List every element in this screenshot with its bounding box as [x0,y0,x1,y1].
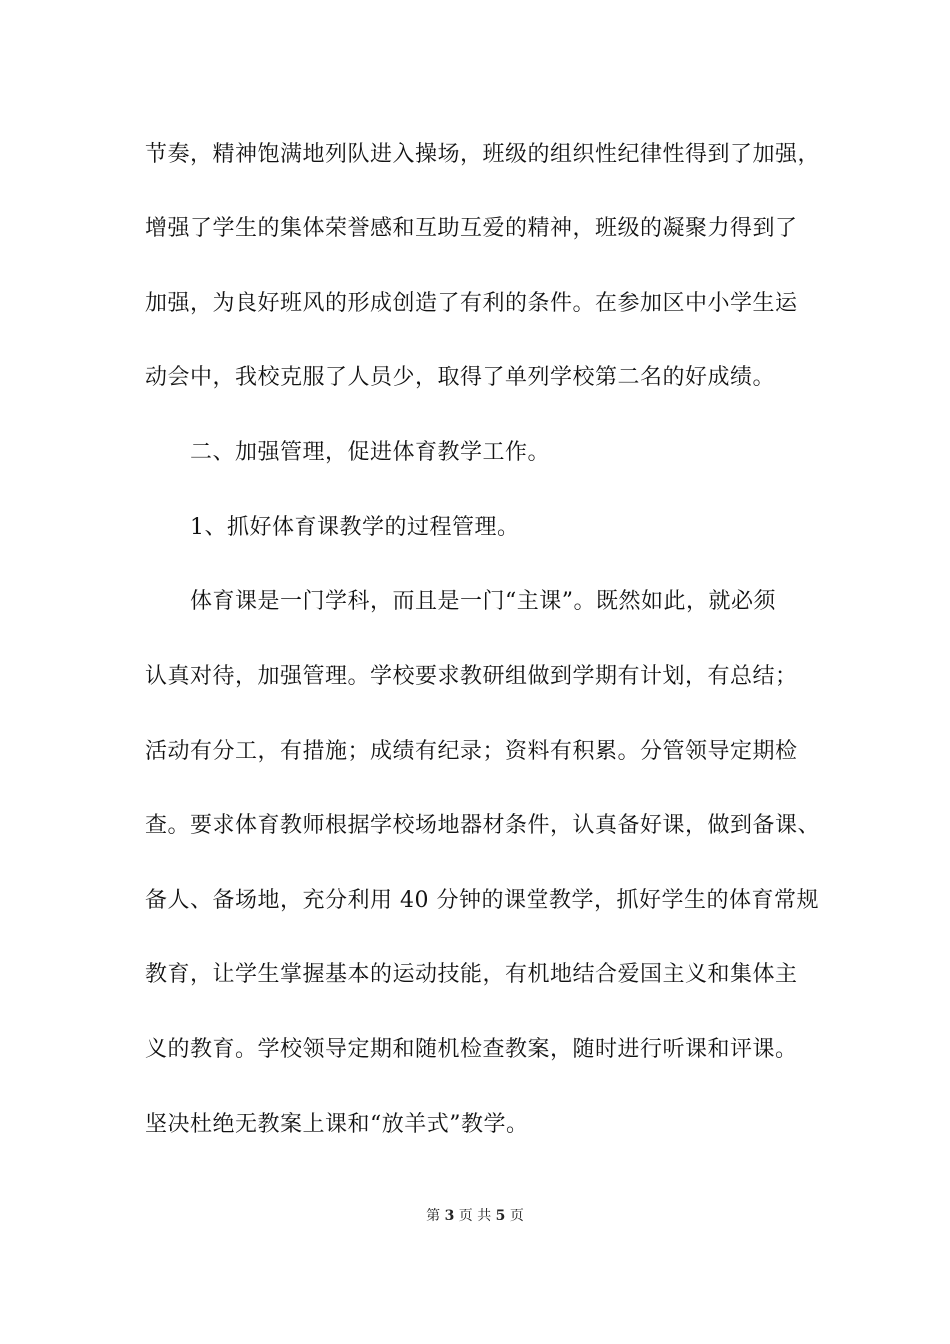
paragraph-line: 教育，让学生掌握基本的运动技能，有机地结合爱国主义和集体主 [145,962,798,987]
section-heading: 二、加强管理，促进体育教学工作。 [190,440,551,465]
paragraph-line: 动会中，我校克服了人员少，取得了单列学校第二名的好成绩。 [145,365,776,390]
paragraph-line: 备人、备场地，充分利用 40 分钟的课堂教学，抓好学生的体育常规 [145,888,819,913]
footer-suffix: 页 [509,1208,524,1224]
paragraph-line: 活动有分工，有措施；成绩有纪录；资料有积累。分管领导定期检 [145,739,798,764]
paragraph-line: 加强，为良好班风的形成创造了有利的条件。在参加区中小学生运 [145,291,798,316]
paragraph-line: 体育课是一门学科，而且是一门“主课”。既然如此，就必须 [190,589,776,614]
page-footer [0,1206,950,1226]
total-pages-number: 5 [495,1208,506,1224]
paragraph-line: 认真对待，加强管理。学校要求教研组做到学期有计划，有总结； [145,664,798,689]
paragraph-line: 查。要求体育教师根据学校场地器材条件，认真备好课，做到备课、 [145,813,821,838]
footer-middle: 页 共 [458,1208,492,1224]
footer-prefix: 第 [426,1208,441,1224]
current-page-number: 3 [444,1208,455,1224]
paragraph-line: 节奏，精神饱满地列队进入操场，班级的组织性纪律性得到了加强， [145,142,821,167]
paragraph-line: 增强了学生的集体荣誉感和互助互爱的精神，班级的凝聚力得到了 [145,216,798,241]
paragraph-line: 义的教育。学校领导定期和随机检查教案，随时进行听课和评课。 [145,1037,798,1062]
subsection-heading: 1、抓好体育课教学的过程管理。 [190,515,520,540]
paragraph-line: 坚决杜绝无教案上课和“放羊式”教学。 [145,1112,529,1137]
